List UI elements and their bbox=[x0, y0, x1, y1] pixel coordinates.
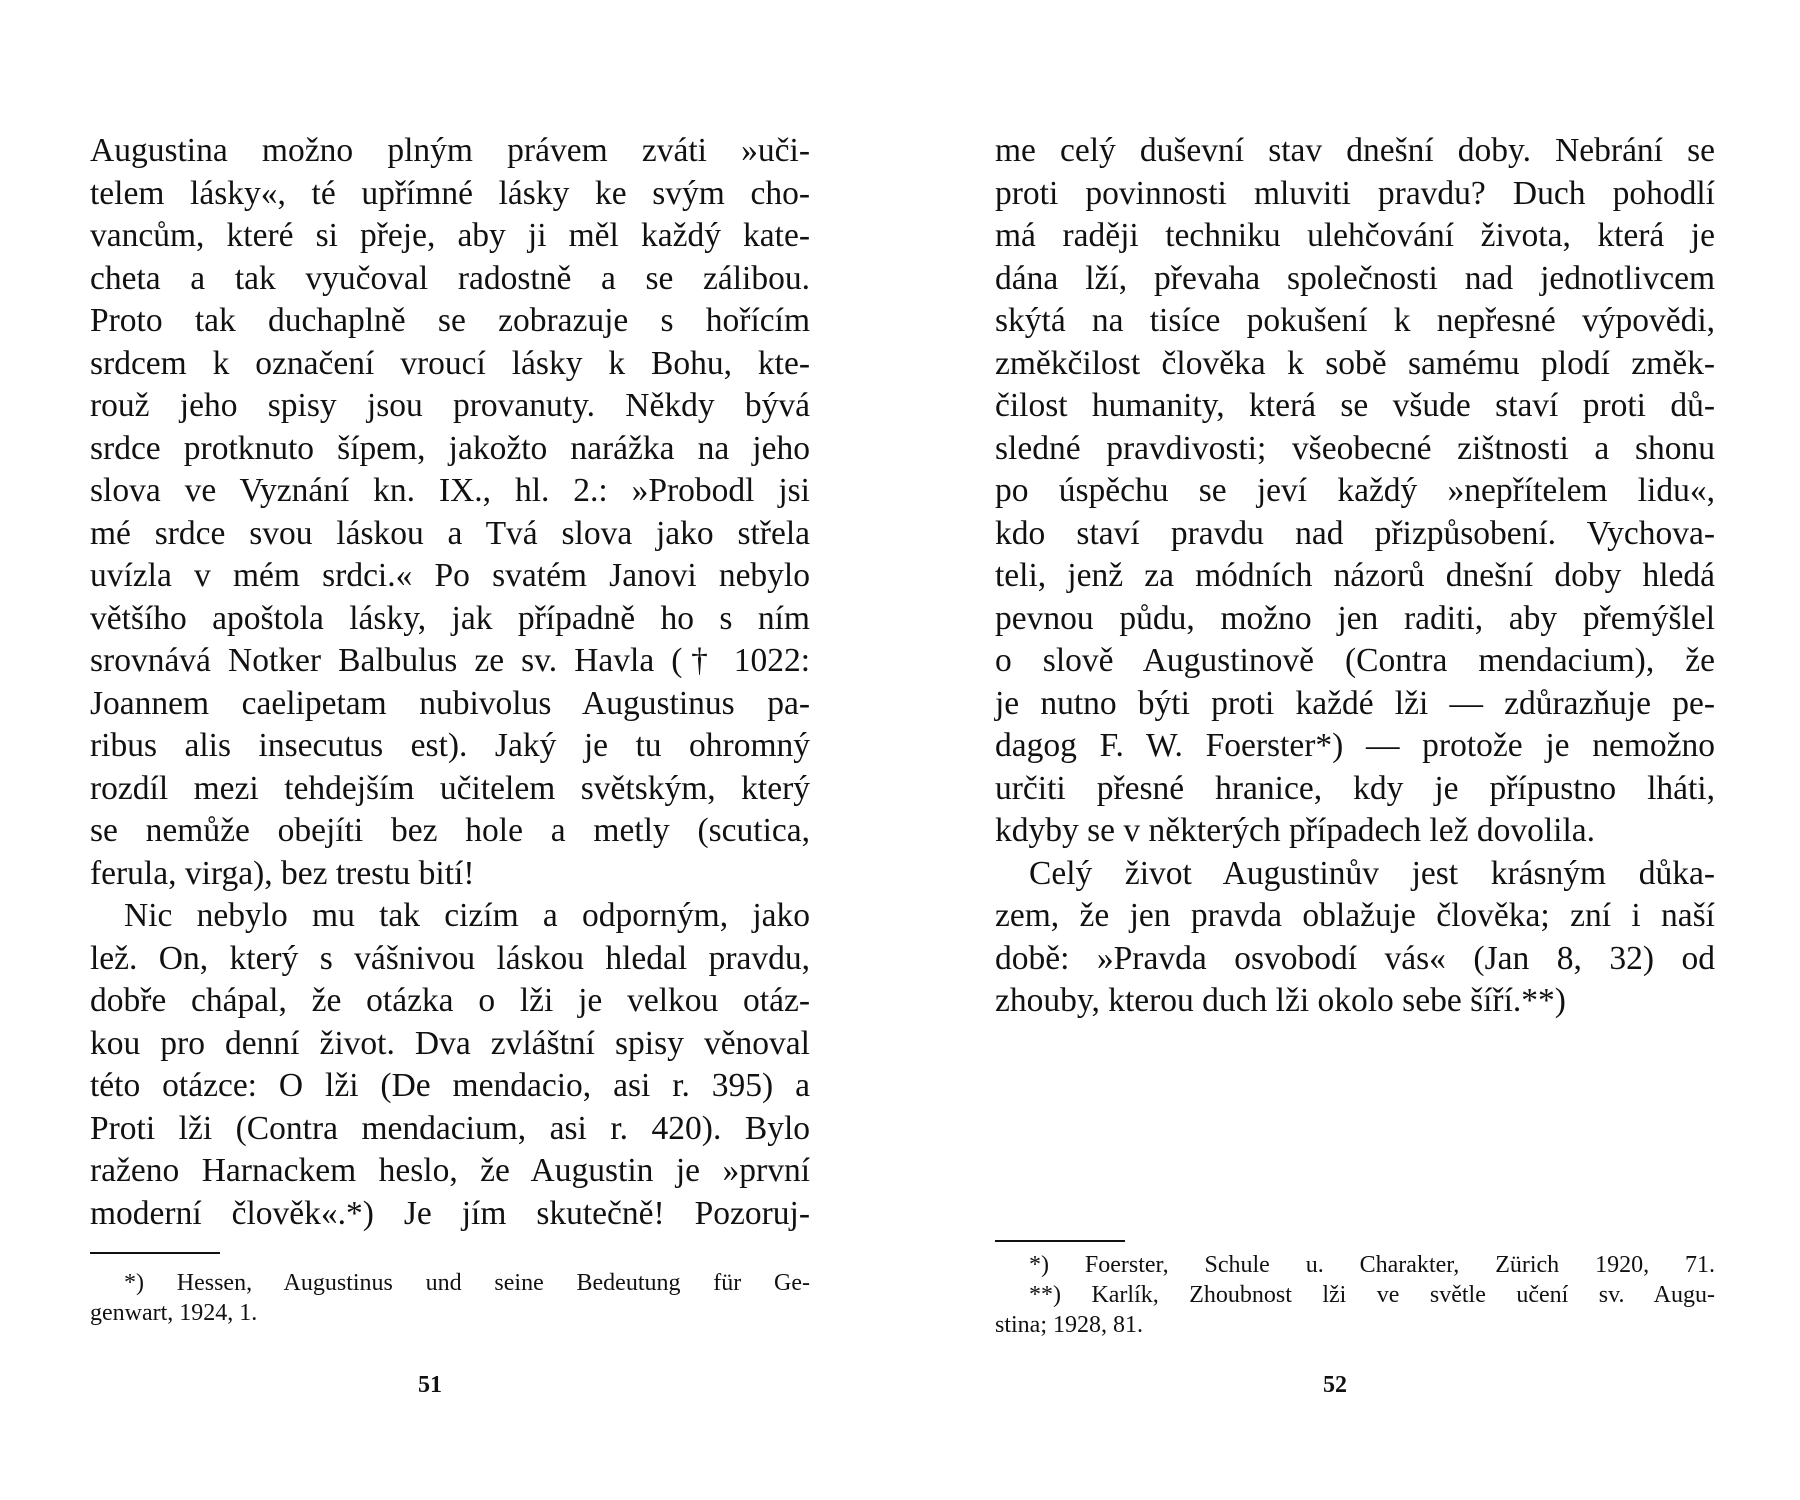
text-line: po úspěchu se jeví každý »nepřítelem lidu«, bbox=[995, 472, 1715, 509]
text-line: o slově Augustinově (Contra mendacium), že bbox=[995, 642, 1715, 679]
text-line: sledné pravdivosti; všeobecné zištnosti a shonu bbox=[995, 429, 1715, 467]
text-line: telem lásky«, té upřímné lásky ke svým cho- bbox=[90, 174, 810, 212]
text-line: většího apoštola lásky, jak případně ho s ním bbox=[90, 599, 810, 637]
text-line: skýtá na tisíce pokušení k nepřesné výpovědi, bbox=[995, 302, 1715, 339]
text-line: slova ve Vyznání kn. IX., hl. 2.: »Probodl jsi bbox=[90, 472, 810, 509]
footnote-line: genwart, 1924, 1. bbox=[90, 1300, 258, 1326]
text-line: mé srdce svou láskou a Tvá slova jako střela bbox=[90, 514, 810, 552]
text-line: ribus alis insecutus est). Jaký je tu ohromný bbox=[90, 727, 810, 764]
text-line: kdyby se v některých případech lež dovolila. bbox=[995, 812, 1596, 849]
text-line: raženo Harnackem heslo, že Augustin je »první bbox=[90, 1152, 810, 1189]
text-line: cheta a tak vyučoval radostně a se zálibou. bbox=[90, 259, 810, 297]
text-line: ferula, virga), bez trestu bití! bbox=[90, 854, 475, 892]
footnote-line: *) Hessen, Augustinus und seine Bedeutung für Ge- bbox=[124, 1270, 810, 1296]
footnote-divider bbox=[995, 1240, 1125, 1242]
text-line: rozdíl mezi tehdejším učitelem světským, který bbox=[90, 769, 810, 807]
text-line: změkčilost člověka k sobě samému plodí změk- bbox=[995, 344, 1715, 382]
text-line: má raději techniku ulehčování života, která je bbox=[995, 217, 1715, 254]
text-line: době: »Pravda osvobodí vás« (Jan 8, 32) od bbox=[995, 939, 1715, 977]
text-line: lež. On, který s vášnivou láskou hledal pravdu, bbox=[90, 939, 810, 977]
text-line: vancům, které si přeje, aby ji měl každý kate- bbox=[90, 217, 810, 254]
text-line: dána lží, převaha společnosti nad jednotlivcem bbox=[995, 259, 1715, 297]
text-line: Augustina možno plným právem zváti »uči- bbox=[90, 132, 810, 169]
footnote-divider bbox=[90, 1252, 220, 1254]
text-line: je nutno býti proti každé lži — zdůrazňuje pe- bbox=[995, 684, 1715, 722]
left-page-body bbox=[90, 130, 810, 1235]
text-line: Joannem caelipetam nubivolus Augustinus pa- bbox=[90, 684, 810, 722]
page-number: 51 bbox=[418, 1372, 442, 1398]
text-line: teli, jenž za módních názorů dnešní doby hledá bbox=[995, 557, 1715, 594]
text-line: určiti přesné hranice, kdy je přípustno lháti, bbox=[995, 769, 1715, 807]
text-line: zhouby, kterou duch lži okolo sebe šíří.**) bbox=[995, 982, 1566, 1019]
text-line: Proti lži (Contra mendacium, asi r. 420). Bylo bbox=[90, 1109, 810, 1147]
right-page bbox=[995, 0, 1715, 1500]
text-line: moderní člověk«.*) Je jím skutečně! Pozoruj- bbox=[90, 1194, 810, 1232]
text-line: rouž jeho spisy jsou provanuty. Někdy bývá bbox=[90, 387, 810, 424]
text-line: se nemůže obejíti bez hole a metly (scutica, bbox=[90, 812, 810, 849]
footnote-line: stina; 1928, 81. bbox=[995, 1312, 1143, 1338]
text-line: této otázce: O lži (De mendacio, asi r. 395) a bbox=[90, 1067, 810, 1104]
text-line: srovnává Notker Balbulus ze sv. Havla († 1022: bbox=[90, 642, 810, 679]
text-line: kou pro denní život. Dva zvláštní spisy věnoval bbox=[90, 1024, 810, 1062]
text-line: srdcem k označení vroucí lásky k Bohu, kte- bbox=[90, 344, 810, 382]
right-page-body bbox=[995, 130, 1715, 1023]
text-line: zem, že jen pravda oblažuje člověka; zní i naší bbox=[995, 897, 1715, 934]
text-line: proti povinnosti mluviti pravdu? Duch pohodlí bbox=[995, 174, 1715, 212]
text-line: dobře chápal, že otázka o lži je velkou otáz- bbox=[90, 982, 810, 1019]
text-line: Nic nebylo mu tak cizím a odporným, jako bbox=[124, 897, 810, 934]
text-line: Proto tak duchaplně se zobrazuje s hořícím bbox=[90, 302, 810, 339]
left-page bbox=[90, 0, 810, 1500]
right-footnotes bbox=[995, 1250, 1715, 1340]
text-line: kdo staví pravdu nad přizpůsobení. Vychova- bbox=[995, 514, 1715, 552]
text-line: Celý život Augustinův jest krásným důka- bbox=[1029, 854, 1715, 892]
text-line: uvízla v mém srdci.« Po svatém Janovi nebylo bbox=[90, 557, 810, 594]
text-line: dagog F. W. Foerster*) — protože je nemožno bbox=[995, 727, 1715, 764]
footnote-line: **) Karlík, Zhoubnost lži ve světle učení sv. Augu- bbox=[1029, 1282, 1715, 1308]
text-line: srdce protknuto šípem, jakožto narážka na jeho bbox=[90, 429, 810, 467]
page-number: 52 bbox=[1323, 1372, 1347, 1398]
text-line: me celý duševní stav dnešní doby. Nebrání se bbox=[995, 132, 1715, 169]
text-line: pevnou půdu, možno jen raditi, aby přemýšlel bbox=[995, 599, 1715, 637]
left-footnotes bbox=[90, 1268, 810, 1328]
footnote-line: *) Foerster, Schule u. Charakter, Zürich 1920, 71. bbox=[1029, 1252, 1715, 1278]
text-line: čilost humanity, která se všude staví proti dů- bbox=[995, 387, 1715, 424]
